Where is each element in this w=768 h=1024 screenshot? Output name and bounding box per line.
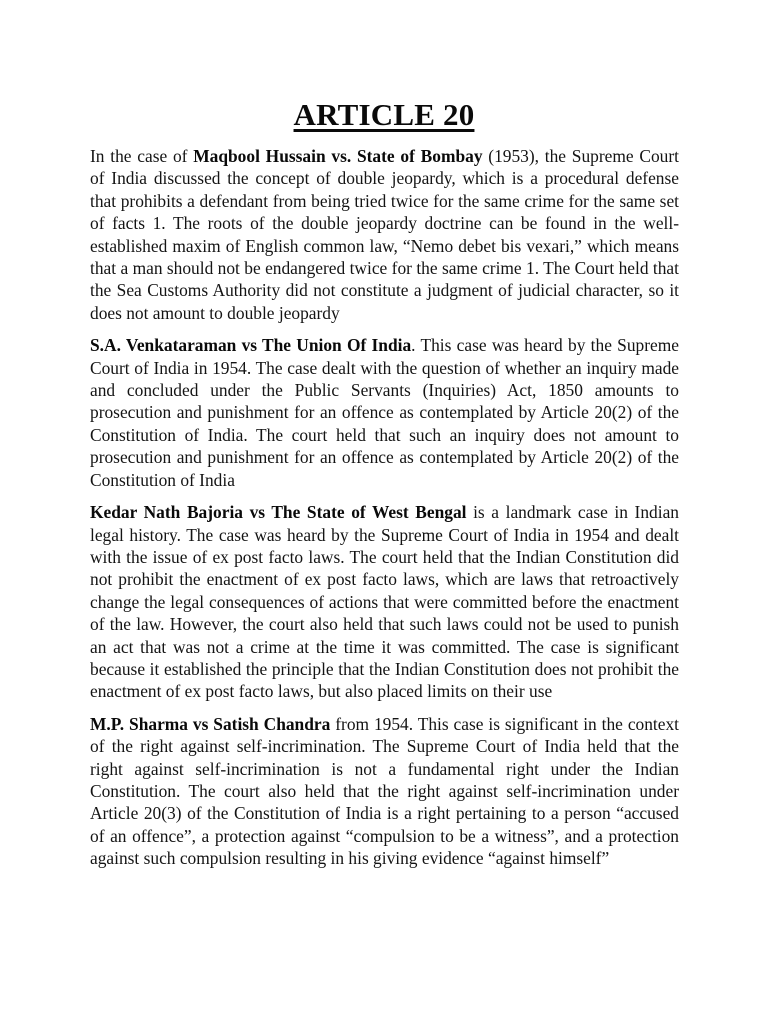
case-name: S.A. Venkataraman vs The Union Of India [90,335,412,356]
page-title: ARTICLE 20 [293,97,475,132]
paragraph-mp-sharma [90,713,679,870]
case-name: M.P. Sharma vs Satish Chandra [90,713,331,734]
paragraph-venkataraman [90,334,679,491]
case-name: Maqbool Hussain vs. State of Bombay [193,146,483,166]
case-name: Kedar Nath Bajoria vs The State of West Bengal [90,502,467,523]
paragraph-kedar-nath-bajoria [90,501,679,703]
paragraph-lead: In the case of [90,146,194,166]
paragraph-text: is a landmark case in Indian legal history. The case was heard by the Supreme Court of India in 1954 and dealt with the issue of ex post facto laws. The court held that the Indian Constitution did not prohibit the enactment of ex post facto laws, which are laws that retroactively change the legal consequences of actions that were committed before the enactment of the law. However, the court also held that such laws could not be used to punish an act that was not a crime at the time it was committed. The case is significant because it established the principle that the Indian Constitution does not prohibit the enactment of ex post facto laws, but also placed limits on their use [90,502,679,702]
document-body [90,145,679,880]
paragraph-text: (1953), the Supreme Court of India discussed the concept of double jeopardy, which is a procedural defense that prohibits a defendant from being tried twice for the same crime for the same set of facts 1. The roots of the double jeopardy doctrine can be found in the well-established maxim of English common law, “Nemo debet bis vexari,” which means that a man should not be endangered twice for the same crime 1. The Court held that the Sea Customs Authority did not constitute a judgment of judicial character, so it does not amount to double jeopardy [90,146,679,323]
paragraph-maqbool-hussain [90,145,679,324]
paragraph-text: . This case was heard by the Supreme Court of India in 1954. The case dealt with the question of whether an inquiry made and concluded under the Public Servants (Inquiries) Act, 1850 amounts to prosecution and punishment for an offence as contemplated by Article 20(2) of the Constitution of India. The court held that such an inquiry does not amount to prosecution and punishment for an offence as contemplated by Article 20(2) of the Constitution of India [90,335,679,490]
paragraph-text: from 1954. This case is significant in the context of the right against self-incrimination. The Supreme Court of India held that the right against self-incrimination is not a fundamental right under the Indian Constitution. The court also held that the right against self-incrimination under Article 20(3) of the Constitution of India is a right pertaining to a person “accused of an offence”, a protection against “compulsion to be a witness”, and a protection against such compulsion resulting in his giving evidence “against himself” [90,713,680,869]
